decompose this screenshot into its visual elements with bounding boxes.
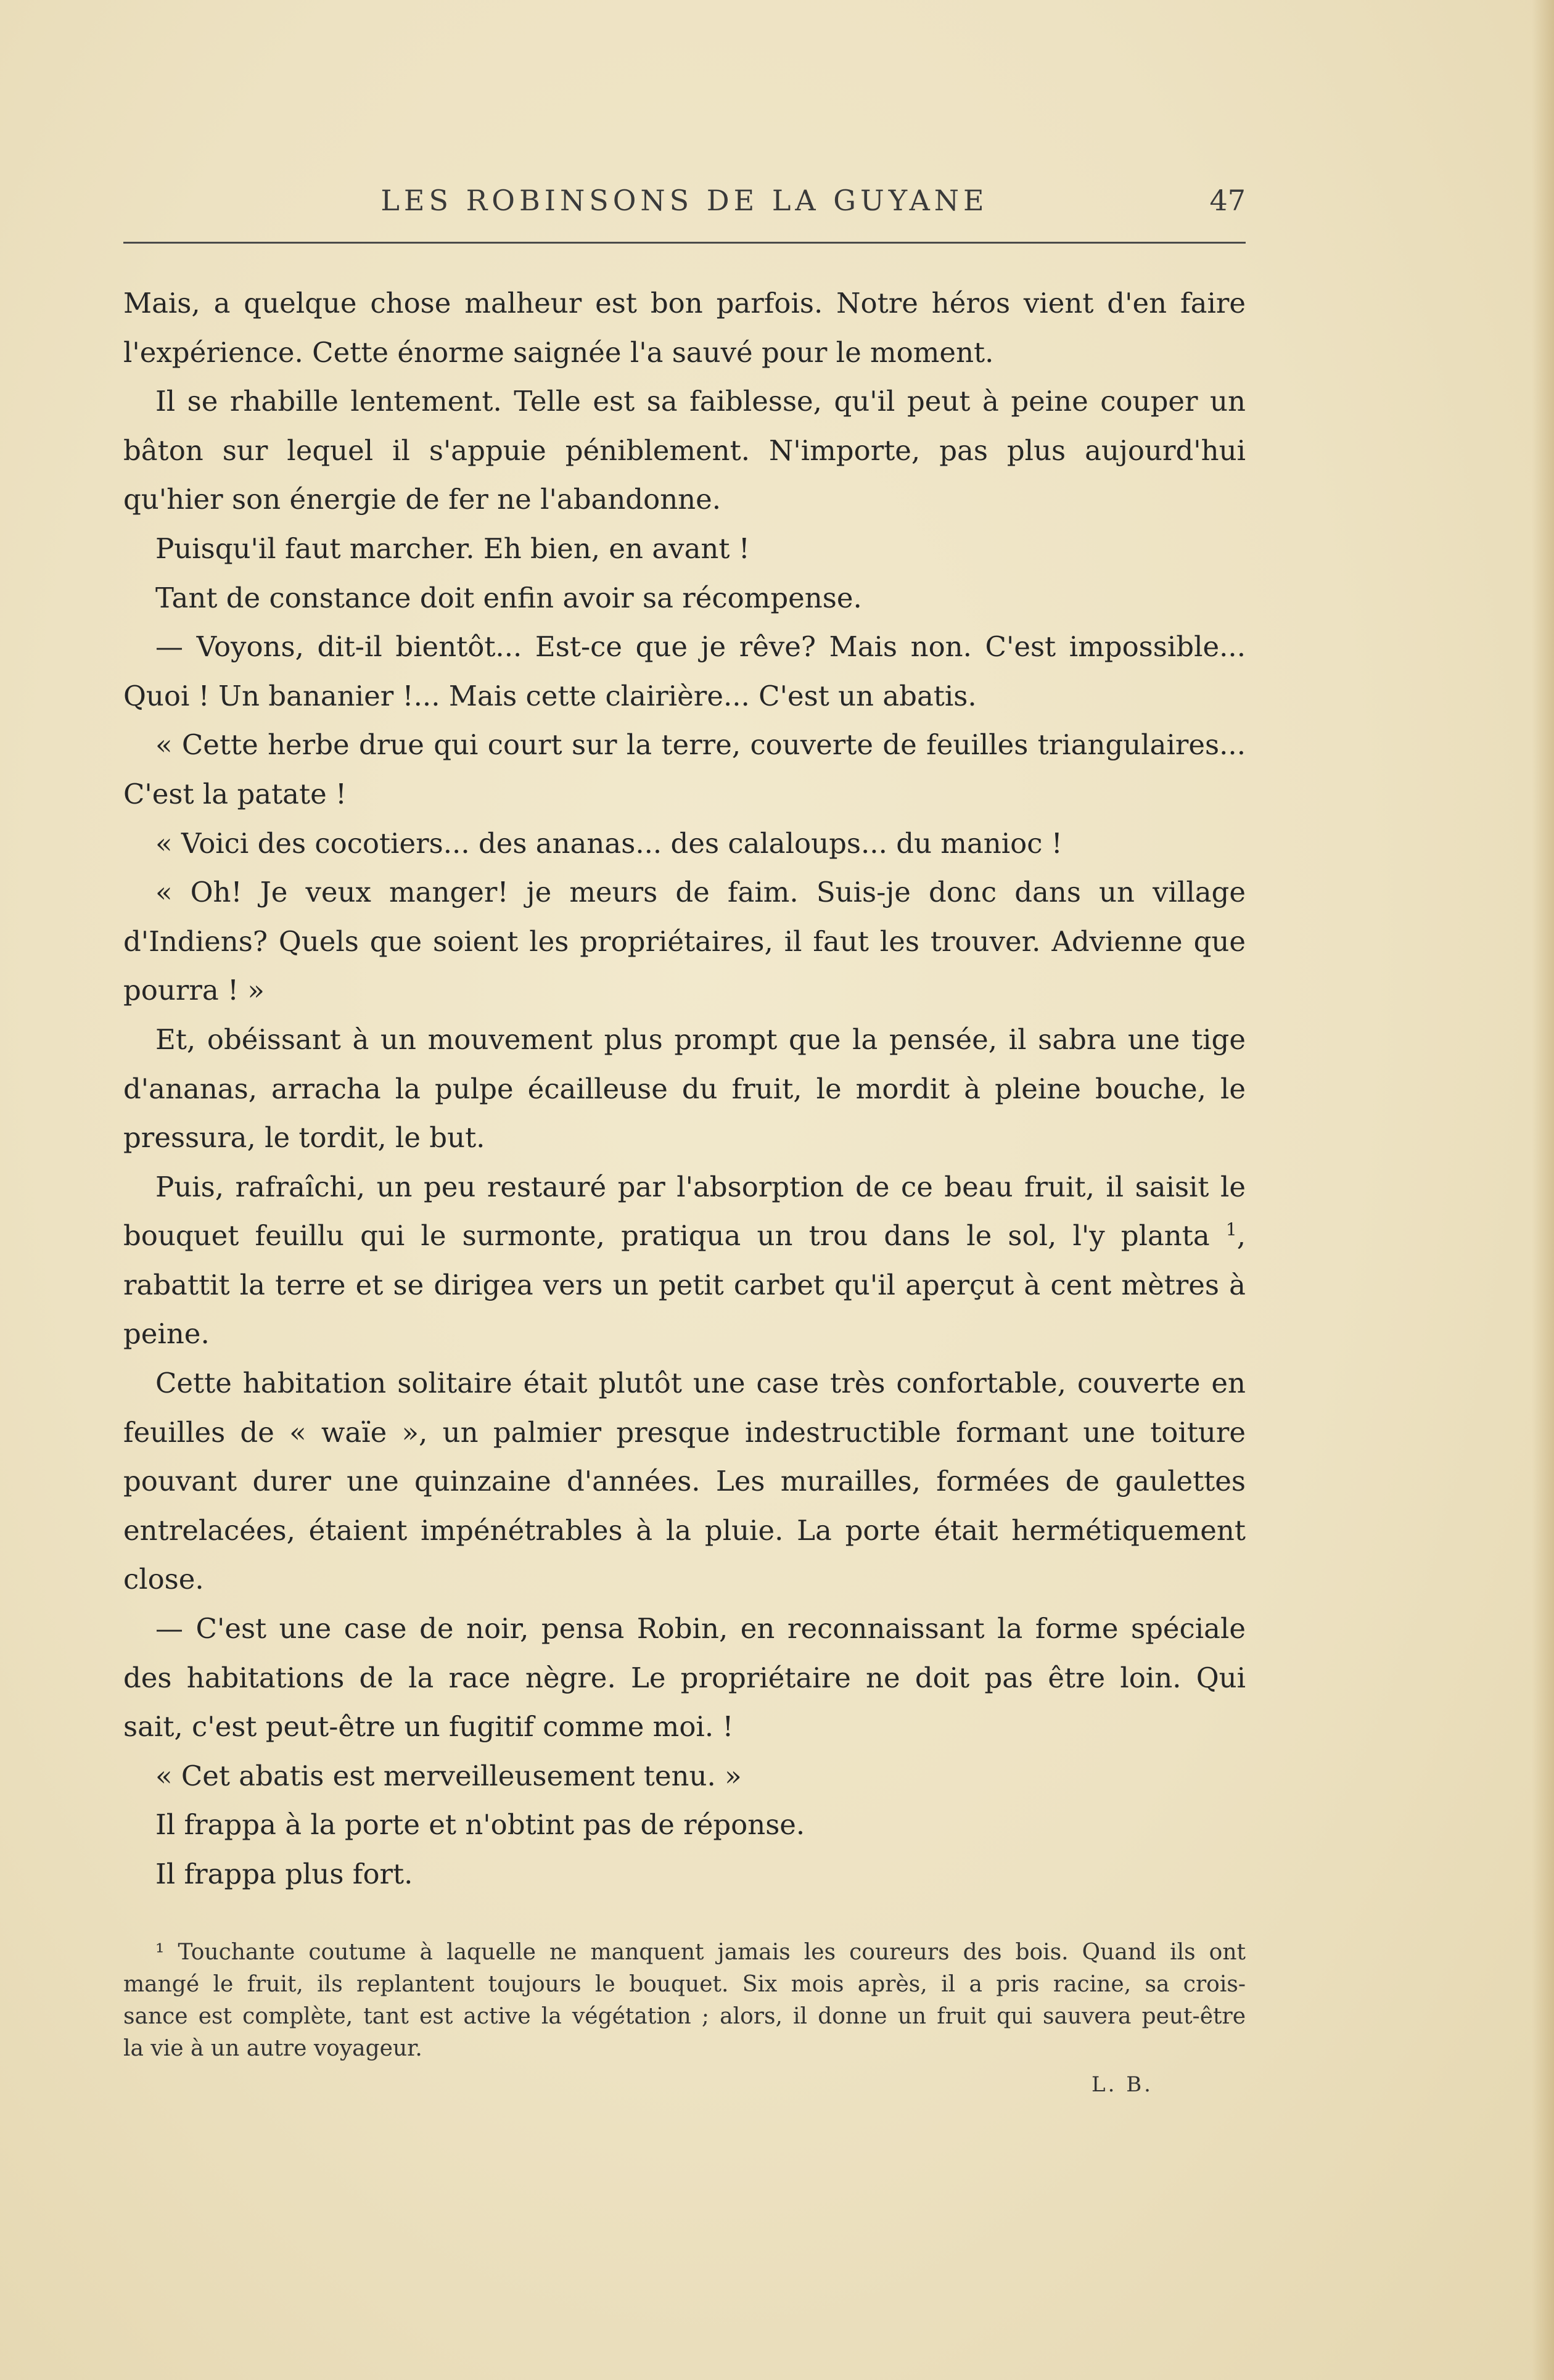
text-line: Puis, rafraîchi, un peu restauré par l'absorption de ce beau fruit, il saisit le — [155, 1170, 1246, 1203]
text-line: d'ananas, arracha la pulpe écailleuse du fruit, le mordit à pleine bouche, le — [123, 1072, 1246, 1105]
text-line: pourra ! » — [123, 974, 265, 1007]
footnote-signature: L. B. — [1092, 2072, 1153, 2097]
text-line: Il se rhabille lentement. Telle est sa faiblesse, qu'il peut à peine couper un — [155, 385, 1246, 418]
text-line: Cette habitation solitaire était plutôt une case très confortable, couverte en — [155, 1367, 1246, 1400]
text-line: « Voici des cocotiers... des ananas... des calaloups... du manioc ! — [155, 826, 1063, 860]
text-line: C'est la patate ! — [123, 777, 347, 810]
text-line: des habitations de la race nègre. Le propriétaire ne doit pas être loin. Qui — [123, 1661, 1246, 1694]
footnote-text: Touchante coutume à laquelle ne manquent jamais les coureurs des bois. Quand ils ont — [178, 1940, 1246, 1965]
text-line: Puisqu'il faut marcher. Eh bien, en avant ! — [155, 532, 750, 565]
text-line: peine. — [123, 1317, 210, 1351]
text-line: Quoi ! Un bananier !... Mais cette clairière... C'est un abatis. — [123, 679, 977, 712]
footnote — [123, 1937, 1246, 2101]
footnote-line — [123, 1937, 1246, 1969]
text-line: Il frappa plus fort. — [155, 1858, 413, 1890]
text-line: rabattit la terre et se dirigea vers un petit carbet qu'il aperçut à cent mètres à — [123, 1268, 1246, 1301]
text-line: Il frappa à la porte et n'obtint pas de réponse. — [155, 1808, 805, 1842]
body-text — [123, 279, 1246, 1899]
text-line: Mais, a quelque chose malheur est bon parfois. Notre héros vient d'en faire — [123, 287, 1246, 319]
text-line: bouquet feuillu qui le surmonte, pratiqua un trou dans le sol, l'y planta — [123, 1219, 1210, 1253]
text-line: pouvant durer une quinzaine d'années. Les murailles, formées de gaulettes — [123, 1465, 1246, 1498]
text-line: — Voyons, dit-il bientôt... Est-ce que je rêve? Mais non. C'est impossible... — [155, 630, 1246, 664]
text-line: sait, c'est peut-être un fugitif comme moi. ! — [123, 1710, 734, 1744]
footnote-marker: ¹ — [155, 1940, 165, 1965]
text-line: « Cette herbe drue qui court sur la terre, couverte de feuilles triangulaires... — [155, 728, 1246, 762]
footnote-reference-punctuation: , — [1236, 1219, 1246, 1253]
text-line: entrelacées, étaient impénétrables à la pluie. La porte était hermétiquement — [123, 1513, 1246, 1547]
running-title: LES ROBINSONS DE LA GUYANE — [380, 184, 989, 217]
footnote-line: la vie à un autre voyageur. — [123, 2036, 422, 2061]
text-line-with-footnote-ref — [123, 1211, 1246, 1261]
page-number: 47 — [1209, 184, 1246, 217]
footnote-line: mangé le fruit, ils replantent toujours le bouquet. Six mois après, il a pris racine, sa crois- — [123, 1972, 1246, 1997]
page-edge-shadow — [1532, 0, 1554, 2380]
text-line: l'expérience. Cette énorme saignée l'a sauvé pour le moment. — [123, 336, 994, 369]
text-line: — C'est une case de noir, pensa Robin, en reconnaissant la forme spéciale — [155, 1612, 1246, 1645]
text-line: pressura, le tordit, le but. — [123, 1121, 485, 1155]
text-line: bâton sur lequel il s'appuie péniblement. N'importe, pas plus aujourd'hui — [123, 434, 1246, 467]
text-line: « Oh! Je veux manger! je meurs de faim. Suis-je donc dans un village — [155, 876, 1246, 909]
text-line: Tant de constance doit enfin avoir sa récompense. — [155, 581, 862, 614]
header-rule — [123, 242, 1246, 244]
footnote-reference: 1 — [1225, 1219, 1237, 1240]
text-line: close. — [123, 1563, 204, 1596]
text-line: d'Indiens? Quels que soient les propriétaires, il faut les trouver. Advienne que — [123, 924, 1246, 958]
page-header — [123, 179, 1246, 222]
text-line: Et, obéissant à un mouvement plus prompt que la pensée, il sabra une tige — [155, 1023, 1246, 1056]
text-line: feuilles de « waïe », un palmier presque indestructible formant une toiture — [123, 1415, 1246, 1449]
footnote-line: sance est complète, tant est active la végétation ; alors, il donne un fruit qui sauvera peut-être — [123, 2004, 1246, 2029]
text-line: qu'hier son énergie de fer ne l'abandonne. — [123, 483, 722, 516]
text-line: « Cet abatis est merveilleusement tenu. » — [155, 1759, 742, 1792]
